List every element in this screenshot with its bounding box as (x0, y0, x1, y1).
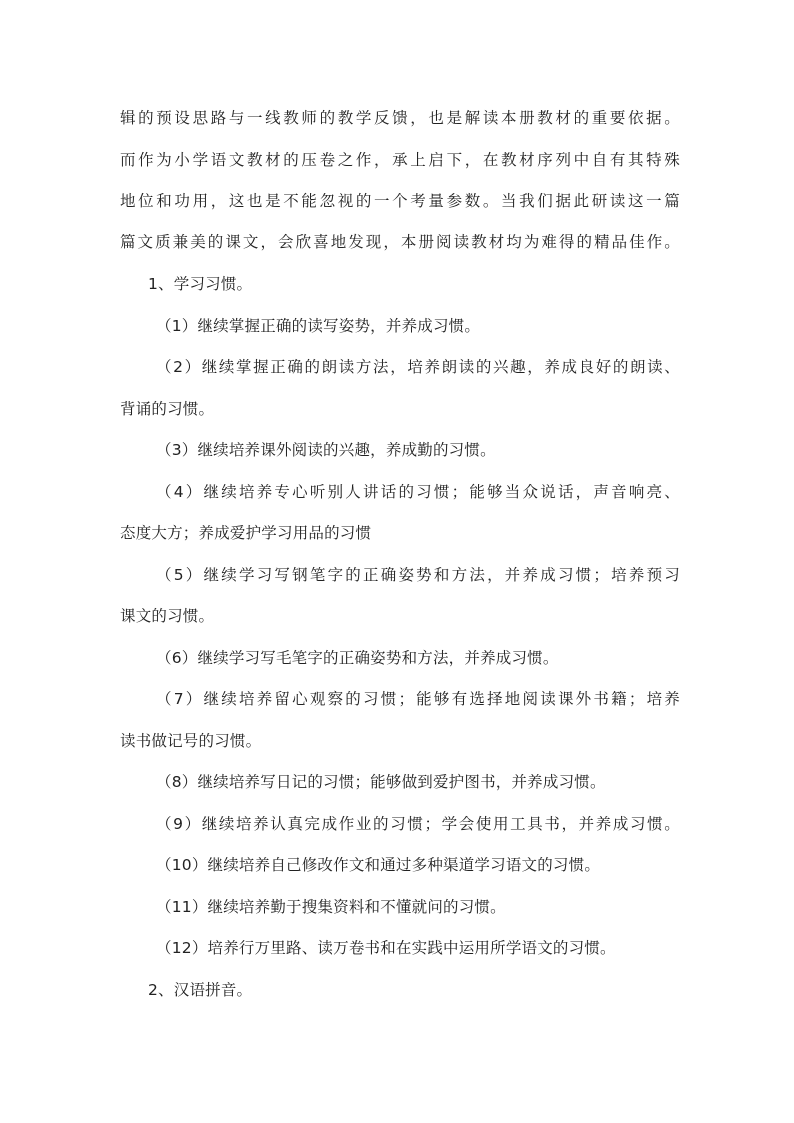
list-item: （2）继续掌握正确的朗读方法，培养朗读的兴趣，养成良好的朗读、 (156, 358, 680, 376)
paragraph-line: 辑的预设思路与一线教师的教学反馈，也是解读本册教材的重要依据。 (120, 109, 680, 127)
section-heading-pinyin: 2、汉语拼音。 (148, 981, 253, 999)
list-item-continuation: 背诵的习惯。 (120, 400, 215, 418)
list-item-continuation: 课文的习惯。 (120, 607, 215, 625)
list-item: （1）继续掌握正确的读写姿势，并养成习惯。 (156, 317, 481, 335)
paragraph-line: 而作为小学语文教材的压卷之作，承上启下，在教材序列中自有其特殊 (120, 151, 680, 169)
list-item: （10）继续培养自己修改作文和通过多种渠道学习语文的习惯。 (156, 856, 601, 874)
list-item: （5）继续学习写钢笔字的正确姿势和方法，并养成习惯；培养预习 (156, 566, 680, 584)
paragraph-line: 篇文质兼美的课文，会欣喜地发现，本册阅读教材均为难得的精品佳作。 (120, 233, 680, 251)
section-heading-study-habits: 1、学习习惯。 (148, 275, 253, 293)
list-item: （9）继续培养认真完成作业的习惯；学会使用工具书，并养成习惯。 (156, 815, 680, 833)
list-item: （8）继续培养写日记的习惯；能够做到爱护图书，并养成习惯。 (156, 773, 606, 791)
list-item: （6）继续学习写毛笔字的正确姿势和方法，并养成习惯。 (156, 649, 559, 667)
list-item: （7）继续培养留心观察的习惯；能够有选择地阅读课外书籍；培养 (156, 690, 680, 708)
list-item-continuation: 态度大方；养成爱护学习用品的习惯 (120, 524, 372, 542)
paragraph-line: 地位和功用，这也是不能忽视的一个考量参数。当我们据此研读这一篇 (120, 192, 680, 210)
list-item: （11）继续培养勤于搜集资料和不懂就问的习惯。 (156, 898, 506, 916)
list-item: （12）培养行万里路、读万卷书和在实践中运用所学语文的习惯。 (156, 939, 616, 957)
list-item-continuation: 读书做记号的习惯。 (120, 732, 262, 750)
list-item: （4）继续培养专心听别人讲话的习惯；能够当众说话，声音响亮、 (156, 483, 680, 501)
list-item: （3）继续培养课外阅读的兴趣，养成勤的习惯。 (156, 441, 496, 459)
